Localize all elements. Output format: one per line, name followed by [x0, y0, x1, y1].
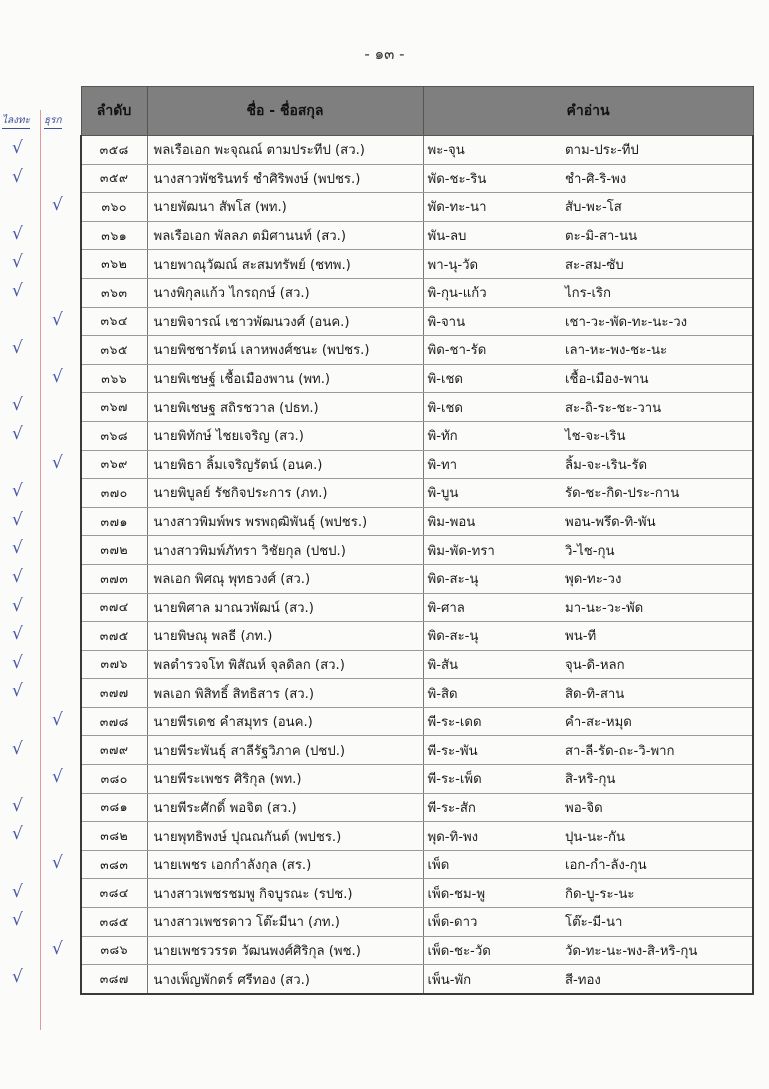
row-name: นายพิเชษฐ สถิรชวาล (ปธท.) — [147, 393, 423, 422]
row-name: นายพิศาล มาณวพัฒน์ (สว.) — [147, 593, 423, 622]
row-name: นางสาวพัชรินทร์ ชำศิริพงษ์ (พปชร.) — [147, 164, 423, 193]
row-reading-surname: พอน-พรึด-ทิ-พัน — [561, 507, 753, 536]
row-reading-given-name: เพ็ด-ดาว — [423, 908, 561, 937]
check-mark-icon: √ — [12, 281, 23, 301]
row-reading-given-name: พิม-พอน — [423, 507, 561, 536]
row-reading-given-name: พิด-สะ-นุ — [423, 622, 561, 651]
check-mark-icon: √ — [12, 624, 23, 645]
table-row — [81, 707, 753, 736]
row-name: นายพีรเดช คำสมุทร (อนค.) — [147, 707, 423, 736]
row-reading-surname: มา-นะ-วะ-พัด — [561, 593, 753, 622]
row-reading-surname: รัด-ชะ-กิด-ประ-กาน — [561, 479, 753, 508]
row-reading-surname: พอ-จิด — [561, 793, 753, 822]
row-number: ๓๖๘ — [81, 421, 147, 450]
row-reading-surname: โต๊ะ-มี-นา — [561, 908, 753, 937]
row-name: พลเอก พิศณุ พุทธวงศ์ (สว.) — [147, 564, 423, 593]
table-row — [81, 622, 753, 651]
check-mark-icon: √ — [52, 366, 63, 387]
table-row — [81, 479, 753, 508]
row-number: ๓๘๔ — [81, 879, 147, 908]
table-row — [81, 650, 753, 679]
row-number: ๓๖๑ — [81, 221, 147, 250]
row-reading-given-name: พี-ระ-เดด — [423, 707, 561, 736]
row-reading-surname: พุด-ทะ-วง — [561, 564, 753, 593]
check-mark-icon: √ — [52, 767, 63, 788]
table-row — [81, 421, 753, 450]
row-reading-given-name: พิ-ศาล — [423, 593, 561, 622]
row-number: ๓๕๙ — [81, 164, 147, 193]
row-number: ๓๖๓ — [81, 278, 147, 307]
row-reading-given-name: พิ-สัน — [423, 650, 561, 679]
row-reading-surname: ตะ-มิ-สา-นน — [561, 221, 753, 250]
row-reading-given-name: พิ-ทา — [423, 450, 561, 479]
row-name: นายพิจารณ์ เชาวพัฒนวงศ์ (อนค.) — [147, 307, 423, 336]
table-row — [81, 564, 753, 593]
row-reading-given-name: พัด-ทะ-นา — [423, 193, 561, 222]
row-reading-given-name: เพ็น-พัก — [423, 965, 561, 994]
row-number: ๓๘๐ — [81, 765, 147, 794]
row-reading-given-name: พิ-กุน-แก้ว — [423, 278, 561, 307]
row-reading-given-name: พัน-ลบ — [423, 221, 561, 250]
table-header-row — [81, 87, 753, 136]
row-name: นางสาวพิมพ์ภัทรา วิชัยกุล (ปชป.) — [147, 536, 423, 565]
row-name: พลตำรวจโท พิสัณห์ จุลดิลก (สว.) — [147, 650, 423, 679]
row-number: ๓๘๑ — [81, 793, 147, 822]
check-mark-icon: √ — [12, 538, 23, 559]
row-name: นางสาวพิมพ์พร พรพฤฒิพันธุ์ (พปชร.) — [147, 507, 423, 536]
header-reading: คำอ่าน — [423, 87, 753, 136]
row-reading-surname: พน-ที — [561, 622, 753, 651]
row-number: ๓๘๖ — [81, 936, 147, 965]
row-name: นายพัฒนา สัพโส (พท.) — [147, 193, 423, 222]
row-reading-given-name: พี-ระ-เพ็ด — [423, 765, 561, 794]
row-number: ๓๗๖ — [81, 650, 147, 679]
row-reading-surname: สะ-ถิ-ระ-ชะ-วาน — [561, 393, 753, 422]
row-reading-surname: ไช-จะ-เริน — [561, 421, 753, 450]
row-number: ๓๗๘ — [81, 707, 147, 736]
table-row — [81, 879, 753, 908]
row-reading-surname: สี-ทอง — [561, 965, 753, 994]
row-number: ๓๖๙ — [81, 450, 147, 479]
row-reading-surname: ลิ้ม-จะ-เริน-รัด — [561, 450, 753, 479]
table-row — [81, 822, 753, 851]
row-number: ๓๗๕ — [81, 622, 147, 651]
row-reading-given-name: พิ-จาน — [423, 307, 561, 336]
row-number: ๓๗๙ — [81, 736, 147, 765]
table-row — [81, 507, 753, 536]
row-number: ๓๘๕ — [81, 908, 147, 937]
row-name: นายเพชรวรรต วัฒนพงศ์ศิริกุล (พช.) — [147, 936, 423, 965]
row-number: ๓๖๔ — [81, 307, 147, 336]
check-column-2-label: ธุรก — [44, 113, 62, 129]
row-name: นายพิเชษฐ์ เชื้อเมืองพาน (พท.) — [147, 364, 423, 393]
check-mark-icon: √ — [12, 424, 23, 444]
table-row — [81, 307, 753, 336]
check-mark-icon: √ — [12, 881, 23, 902]
row-number: ๓๗๑ — [81, 507, 147, 536]
row-reading-given-name: พุด-ทิ-พง — [423, 822, 561, 851]
row-reading-given-name: พี-ระ-พัน — [423, 736, 561, 765]
row-reading-surname: สะ-สม-ซับ — [561, 250, 753, 279]
row-number: ๓๗๔ — [81, 593, 147, 622]
row-reading-surname: วิ-ไช-กุน — [561, 536, 753, 565]
check-mark-icon: √ — [12, 166, 23, 187]
row-number: ๓๗๗ — [81, 679, 147, 708]
check-mark-icon: √ — [12, 652, 23, 673]
row-reading-given-name: พิด-ชา-รัด — [423, 336, 561, 365]
row-reading-given-name: พา-นุ-วัด — [423, 250, 561, 279]
table-row — [81, 536, 753, 565]
margin-line — [40, 110, 41, 1030]
table-row — [81, 593, 753, 622]
table-row — [81, 221, 753, 250]
table-row — [81, 364, 753, 393]
row-reading-given-name: พัด-ชะ-ริน — [423, 164, 561, 193]
row-reading-given-name: พิ-สิด — [423, 679, 561, 708]
table-row — [81, 250, 753, 279]
row-reading-surname: เอก-กำ-ลัง-กุน — [561, 850, 753, 879]
table-row — [81, 736, 753, 765]
check-mark-icon: √ — [12, 338, 23, 359]
row-name: นางสาวเพชรดาว โต๊ะมีนา (ภท.) — [147, 908, 423, 937]
row-reading-surname: จุน-ดิ-หลก — [561, 650, 753, 679]
table-row — [81, 793, 753, 822]
check-mark-icon: √ — [12, 910, 23, 931]
check-mark-icon: √ — [52, 309, 63, 330]
table-row — [81, 164, 753, 193]
check-mark-icon: √ — [12, 967, 23, 988]
row-name: นางสาวเพชรชมพู กิจบูรณะ (รปช.) — [147, 879, 423, 908]
row-number: ๓๗๒ — [81, 536, 147, 565]
table-body — [81, 136, 753, 994]
row-number: ๓๘๗ — [81, 965, 147, 994]
table-row — [81, 278, 753, 307]
row-reading-surname: กิด-บู-ระ-นะ — [561, 879, 753, 908]
row-number: ๓๘๒ — [81, 822, 147, 851]
check-mark-icon: √ — [12, 395, 23, 416]
check-mark-icon: √ — [52, 938, 63, 959]
row-name: นางพิกุลแก้ว ไกรฤกษ์ (สว.) — [147, 278, 423, 307]
table-row — [81, 136, 753, 165]
header-no: ลำดับ — [81, 87, 147, 136]
row-reading-given-name: พิม-พัด-ทรา — [423, 536, 561, 565]
row-reading-given-name: เพ็ด — [423, 850, 561, 879]
check-mark-icon: √ — [12, 481, 23, 502]
row-reading-surname: ตาม-ประ-ทีป — [561, 136, 753, 165]
table-row — [81, 908, 753, 937]
row-reading-given-name: พิด-สะ-นุ — [423, 564, 561, 593]
row-reading-surname: สับ-พะ-โส — [561, 193, 753, 222]
row-number: ๓๘๓ — [81, 850, 147, 879]
row-number: ๓๖๒ — [81, 250, 147, 279]
table-row — [81, 679, 753, 708]
check-mark-icon: √ — [12, 509, 23, 530]
row-name: พลเรือเอก พะจุณณ์ ตามประทีป (สว.) — [147, 136, 423, 165]
row-reading-given-name: เพ็ด-ชะ-วัด — [423, 936, 561, 965]
row-reading-given-name: พิ-เชด — [423, 393, 561, 422]
table-row — [81, 965, 753, 994]
row-name: พลเรือเอก พัลลภ ตมิศานนท์ (สว.) — [147, 221, 423, 250]
row-number: ๓๗๓ — [81, 564, 147, 593]
row-name: นายพิชชารัตน์ เลาหพงศ์ชนะ (พปชร.) — [147, 336, 423, 365]
row-name: พลเอก พิสิทธิ์ สิทธิสาร (สว.) — [147, 679, 423, 708]
check-mark-icon: √ — [12, 795, 23, 816]
row-number: ๓๖๖ — [81, 364, 147, 393]
check-mark-icon: √ — [52, 195, 63, 216]
page-number: - ๑๓ - — [364, 45, 405, 63]
row-name: นายพิธา ลิ้มเจริญรัตน์ (อนค.) — [147, 450, 423, 479]
table-row — [81, 393, 753, 422]
row-reading-surname: เลา-หะ-พง-ชะ-นะ — [561, 336, 753, 365]
row-number: ๓๕๘ — [81, 136, 147, 165]
row-reading-given-name: พิ-เชด — [423, 364, 561, 393]
row-number: ๓๗๐ — [81, 479, 147, 508]
table-row — [81, 193, 753, 222]
row-reading-given-name: พี-ระ-สัก — [423, 793, 561, 822]
row-reading-surname: คำ-สะ-หมุด — [561, 707, 753, 736]
row-name: นายเพชร เอกกำลังกุล (สร.) — [147, 850, 423, 879]
check-mark-icon: √ — [12, 138, 23, 158]
check-mark-icon: √ — [12, 595, 23, 616]
row-name: นายพิบูลย์ รัชกิจประการ (ภท.) — [147, 479, 423, 508]
row-reading-surname: เชา-วะ-พัด-ทะ-นะ-วง — [561, 307, 753, 336]
row-reading-surname: เชื้อ-เมือง-พาน — [561, 364, 753, 393]
members-table — [80, 86, 754, 995]
check-mark-icon: √ — [12, 738, 23, 759]
row-reading-given-name: พะ-จุน — [423, 136, 561, 165]
row-name: นายพาณุวัฒณ์ สะสมทรัพย์ (ชทพ.) — [147, 250, 423, 279]
row-reading-given-name: พิ-ทัก — [423, 421, 561, 450]
check-mark-icon: √ — [12, 223, 23, 244]
table-row — [81, 336, 753, 365]
row-name: นายพิษณุ พลธี (ภท.) — [147, 622, 423, 651]
row-name: นายพีระเพชร ศิริกุล (พท.) — [147, 765, 423, 794]
table-row — [81, 850, 753, 879]
check-mark-icon: √ — [12, 681, 23, 702]
table-row — [81, 936, 753, 965]
row-name: นายพีระพันธุ์ สาลีรัฐวิภาค (ปชป.) — [147, 736, 423, 765]
row-reading-surname: ชำ-ศิ-ริ-พง — [561, 164, 753, 193]
header-name: ชื่อ - ชื่อสกุล — [147, 87, 423, 136]
table-row — [81, 450, 753, 479]
row-reading-surname: สิ-หริ-กุน — [561, 765, 753, 794]
row-reading-surname: ไกร-เริก — [561, 278, 753, 307]
check-mark-icon: √ — [52, 853, 63, 873]
row-reading-surname: สา-ลี-รัด-ถะ-วิ-พาก — [561, 736, 753, 765]
row-number: ๓๖๗ — [81, 393, 147, 422]
row-reading-given-name: พิ-บูน — [423, 479, 561, 508]
table-row — [81, 765, 753, 794]
check-mark-icon: √ — [52, 452, 63, 473]
row-name: นายพีระศักดิ์ พอจิต (สว.) — [147, 793, 423, 822]
check-mark-icon: √ — [12, 824, 23, 845]
row-reading-surname: ปุน-นะ-กัน — [561, 822, 753, 851]
row-reading-surname: สิด-ทิ-สาน — [561, 679, 753, 708]
row-name: นายพุทธิพงษ์ ปุณณกันต์ (พปชร.) — [147, 822, 423, 851]
check-column-1-label: ไลงทะ — [2, 113, 30, 129]
row-number: ๓๖๐ — [81, 193, 147, 222]
row-name: นางเพ็ญพักตร์ ศรีทอง (สว.) — [147, 965, 423, 994]
row-reading-surname: วัด-ทะ-นะ-พง-สิ-หริ-กุน — [561, 936, 753, 965]
row-number: ๓๖๕ — [81, 336, 147, 365]
check-mark-icon: √ — [12, 252, 23, 273]
check-mark-icon: √ — [12, 567, 23, 587]
check-mark-icon: √ — [52, 710, 63, 730]
row-reading-given-name: เพ็ด-ชม-พู — [423, 879, 561, 908]
row-name: นายพิทักษ์ ไชยเจริญ (สว.) — [147, 421, 423, 450]
